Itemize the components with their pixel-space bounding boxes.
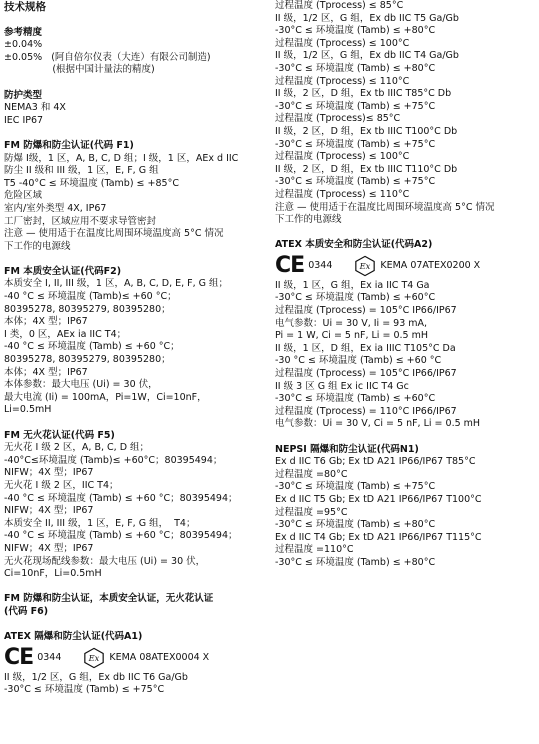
spec-line: 危险区域: [4, 190, 43, 202]
spec-line: 无火花 I 级 2 区，IIC T4；: [4, 479, 119, 491]
spec-line: ±0.05% (阿自倍尔仪表（大连）有限公司制造): [4, 51, 211, 63]
spec-line: 过程温度 (Tprocess) = 105°C IP66/IP67: [275, 305, 457, 317]
notified-body-number: 0344: [308, 260, 333, 272]
notified-body-number: 0344: [37, 652, 62, 664]
spec-line: 本质安全 I, II, III 级，1 区，A, B, C, D, E, F, G 组；: [4, 278, 229, 290]
spec-line: Ex d IIC T4 Gb; Ex tD A21 IP66/IP67 T115°C: [275, 531, 482, 543]
spacer: [4, 417, 266, 430]
spec-line: 过程温度 (Tprocess) ≤ 110°C: [275, 188, 410, 200]
certification-marks: [275, 254, 537, 278]
ex-hexagon-icon: [354, 255, 376, 277]
spec-line: Ci=10nF，Li=0.5mH: [4, 568, 102, 580]
spec-line: -40 °C ≤ 环境温度 (Tamb) ≤ +60 °C；80395494；: [4, 530, 238, 542]
spec-line: 本体参数：最大电压 (Ui) = 30 伏，: [4, 379, 158, 391]
spec-line: 过程温度 =110°C: [275, 544, 354, 556]
spec-line: 本体；4X 型；IP67: [4, 366, 88, 378]
spec-line: NIFW；4X 型；IP67: [4, 505, 94, 517]
spacer: [4, 77, 266, 90]
certificate-number: KEMA 07ATEX0200 X: [380, 260, 481, 272]
section-heading: FM 防爆和防尘认证(代码 F1): [4, 139, 134, 151]
spec-line: II 级，2 区，D 组，Ex tb IIIC T110°C Db: [275, 163, 458, 175]
spec-line: 最大电流 (Ii) = 100mA，Pi=1W，Ci=10nF，: [4, 391, 207, 403]
spec-line: ±0.04%: [4, 39, 43, 51]
spec-line: 过程温度 (Tprocess) ≤ 85°C: [275, 0, 404, 11]
spec-line: 过程温度 (Tprocess) = 110°C IP66/IP67: [275, 405, 457, 417]
spacer: [4, 127, 266, 140]
spec-line: -30°C ≤ 环境温度 (Tamb) ≤ +75°C: [275, 481, 436, 493]
spec-line: II 级，1/2 区，G 组，Ex db IIC T4 Ga/Gb: [275, 50, 459, 62]
spec-line: -30°C ≤ 环境温度 (Tamb) ≤ +60°C: [275, 292, 436, 304]
spec-line: -40°C≤环境温度 (Tamb)≤ +60°C；80395494；: [4, 454, 223, 466]
spec-line: 下工作的电源线: [4, 240, 71, 252]
spec-line: 本质安全 II, III 级，1 区，E, F, G 组， T4；: [4, 517, 196, 529]
spec-line: -30°C ≤ 环境温度 (Tamb) ≤ +80°C: [275, 556, 436, 568]
section-heading: NEPSI 隔爆和防尘认证(代码N1): [275, 443, 419, 455]
spec-line: 过程温度 (Tprocess) ≤ 100°C: [275, 151, 410, 163]
spec-line: -30 °C ≤ 环境温度 (Tamb) ≤ +60 °C: [275, 355, 442, 367]
spec-line: 本体；4X 型；IP67: [4, 316, 88, 328]
page-title: 技术规格: [4, 1, 46, 13]
spec-line: 工厂密封，区域应用不要求导管密封: [4, 215, 157, 227]
spacer: [4, 253, 266, 266]
section-heading: 参考精度: [4, 26, 43, 38]
spec-line: 注意 — 使用适于在温度比周围环境温度高 5°C 情况: [275, 201, 495, 213]
spec-line: 过程温度 (Tprocess) ≤ 110°C: [275, 75, 410, 87]
spec-line: -30°C ≤ 环境温度 (Tamb) ≤ +80°C: [275, 519, 436, 531]
spec-line: 电气参数：Ui = 30 V, Ci = 5 nF, Li = 0.5 mH: [275, 418, 481, 430]
spec-line: -30°C ≤ 环境温度 (Tamb) ≤ +80°C: [275, 25, 436, 37]
spec-line: -30°C ≤ 环境温度 (Tamb) ≤ +60°C: [275, 393, 436, 405]
spec-line: T5 -40°C ≤ 环境温度 (Tamb) ≤ +85°C: [4, 177, 179, 189]
spec-line: 无火花现场配线参数：最大电压 (Ui) = 30 伏，: [4, 555, 206, 567]
spec-line: NIFW；4X 型；IP67: [4, 542, 94, 554]
spec-line: Ex d IIC T5 Gb; Ex tD A21 IP66/IP67 T100°C: [275, 493, 482, 505]
spec-line: 防爆 I级，1 区，A, B, C, D 组；I 级，1 区，AEx d IIC: [4, 152, 239, 164]
spacer: [4, 619, 266, 632]
section-heading: 防护类型: [4, 89, 43, 101]
spec-line: -30°C ≤ 环境温度 (Tamb) ≤ +75°C: [275, 100, 436, 112]
ce-mark: CE: [4, 644, 34, 670]
section-heading: (代码 F6): [4, 605, 49, 617]
spec-line: 80395278, 80395279, 80395280；: [4, 354, 171, 366]
spec-line: 电气参数：Ui = 30 V, Ii = 93 mA,: [275, 317, 428, 329]
spec-line: II 级，1 区，D 组，Ex ia IIIC T105°C Da: [275, 342, 456, 354]
section-heading: FM 本质安全认证(代码F2): [4, 265, 122, 277]
spec-line: II 级 3 区 G 组 Ex ic IIC T4 Gc: [275, 380, 409, 392]
spec-line: 过程温度 (Tprocess) ≤ 100°C: [275, 37, 410, 49]
section-heading: FM 无火花认证(代码 F5): [4, 429, 115, 441]
section-heading: ATEX 本质安全和防尘认证(代码A2): [275, 239, 433, 251]
spec-line: -40 °C ≤ 环境温度 (Tamb) ≤ +60 °C；80395494；: [4, 492, 238, 504]
spacer: [4, 581, 266, 594]
spec-line: -40 °C ≤ 环境温度 (Tamb) ≤ +60 °C；: [4, 341, 180, 353]
spec-line: II 级，1/2 区，G 组，Ex db IIC T6 Ga/Gb: [4, 671, 188, 683]
spec-line: IEC IP67: [4, 114, 44, 126]
svg-text:Ex: Ex: [89, 652, 100, 663]
spacer: [4, 14, 266, 27]
spec-line: 防尘 II 级和 III 级，1 区，E, F, G 组: [4, 165, 159, 177]
spec-line: Pi = 1 W, Ci = 5 nF, Li = 0.5 mH: [275, 330, 428, 342]
spec-line: II 级，2 区，D 组，Ex tb IIIC T85°C Db: [275, 88, 452, 100]
right-column: [275, 0, 537, 570]
spec-line: (根据中国计量法的精度): [4, 64, 155, 76]
spec-line: Li=0.5mH: [4, 404, 52, 416]
spec-line: -40 °C ≤ 环境温度 (Tamb)≤ +60 °C；: [4, 291, 177, 303]
spec-line: 过程温度 =80°C: [275, 468, 348, 480]
spec-line: -30°C ≤ 环境温度 (Tamb) ≤ +75°C: [275, 138, 436, 150]
section-heading: FM 防爆和防尘认证，本质安全认证，无火花认证: [4, 593, 214, 605]
spec-line: 过程温度 =95°C: [275, 506, 348, 518]
spacer: [275, 227, 537, 240]
spec-line: I 类，0 区，AEx ia IIC T4；: [4, 328, 127, 340]
spec-line: 过程温度 (Tprocess) = 105°C IP66/IP67: [275, 368, 457, 380]
left-column: [4, 0, 266, 697]
spec-line: 80395278, 80395279, 80395280；: [4, 303, 171, 315]
ce-mark: CE: [275, 252, 305, 278]
spacer: [275, 431, 537, 444]
section-heading: ATEX 隔爆和防尘认证(代码A1): [4, 631, 143, 643]
spec-line: NEMA3 和 4X: [4, 102, 66, 114]
spec-line: Ex d IIC T6 Gb; Ex tD A21 IP66/IP67 T85°C: [275, 456, 476, 468]
certificate-number: KEMA 08ATEX0004 X: [109, 652, 210, 664]
spec-line: II 级，1 区，G 组，Ex ia IIC T4 Ga: [275, 279, 430, 291]
spec-line: -30°C ≤ 环境温度 (Tamb) ≤ +80°C: [275, 62, 436, 74]
spec-line: 无火花 I 级 2 区，A, B, C, D 组；: [4, 442, 150, 454]
svg-text:Ex: Ex: [360, 261, 371, 272]
spec-line: 室内/室外类型 4X, IP67: [4, 202, 107, 214]
spec-line: 过程温度 (Tprocess)≤ 85°C: [275, 113, 401, 125]
spec-line: -30°C ≤ 环境温度 (Tamb) ≤ +75°C: [275, 176, 436, 188]
spec-line: 注意 — 使用适于在温度比周围环境温度高 5°C 情况: [4, 228, 224, 240]
spec-line: II 级，1/2 区，G 组，Ex db IIC T5 Ga/Gb: [275, 12, 459, 24]
certification-marks: [4, 646, 266, 670]
spec-line: NIFW；4X 型；IP67: [4, 467, 94, 479]
spec-line: -30°C ≤ 环境温度 (Tamb) ≤ +75°C: [4, 684, 165, 696]
spec-line: II 级，2 区，D 组，Ex tb IIIC T100°C Db: [275, 125, 458, 137]
spec-line: 下工作的电源线: [275, 214, 342, 226]
ex-hexagon-icon: [83, 647, 105, 669]
